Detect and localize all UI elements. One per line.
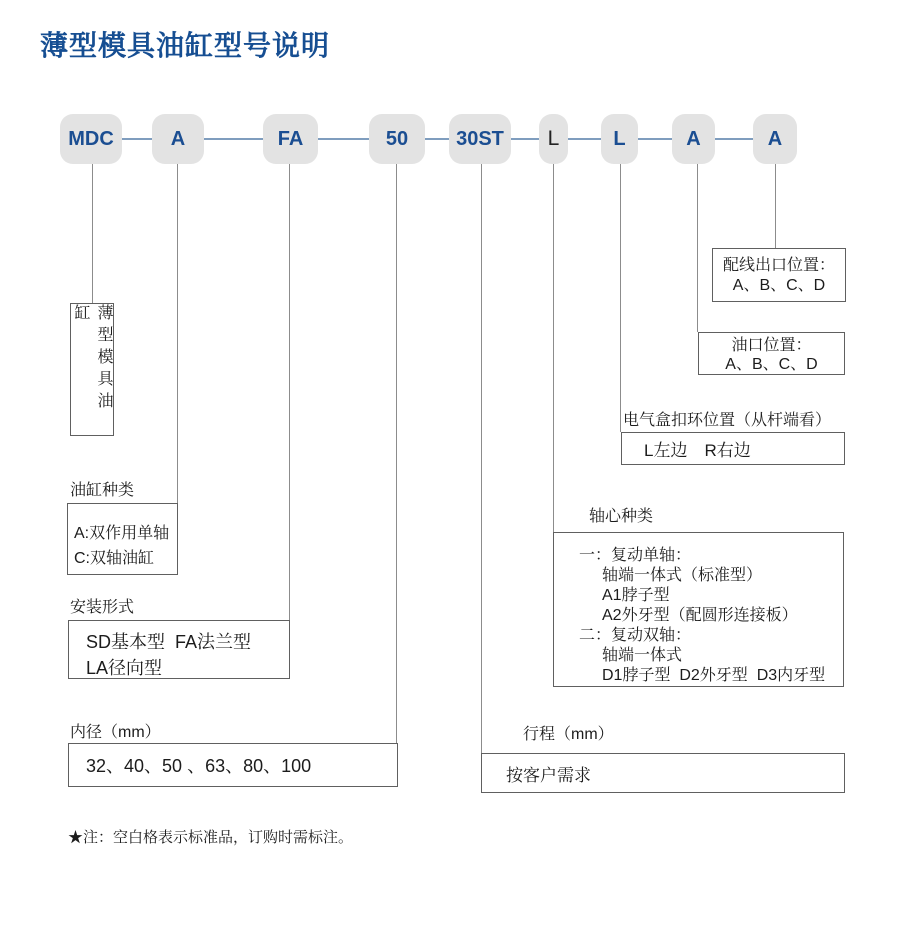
leader-line-ebox [620,164,621,432]
bore-label: 内径（mm） [70,724,161,741]
leader-line-mounting [289,164,290,620]
code-segment-wiring: A [753,114,797,164]
shaft-type-option: 二：复动双轴： [579,627,692,644]
mounting-box [68,620,290,679]
cylinder-type-label: 油缸种类 [70,482,135,499]
connector-line [318,138,369,140]
wiring-outlet-position-options: A、B、C、D [732,277,826,294]
shaft-type-box [553,532,844,687]
leader-line-bore [396,164,397,743]
footnote: ★注：空白格表示标准品，订购时需标注。 [68,829,354,846]
ebox-position-options: L左边 R右边 [644,441,751,460]
product-name-box [70,303,114,436]
shaft-type-option: D1脖子型 D2外牙型 D3内牙型 [602,667,826,684]
connector-line [511,138,539,140]
leader-line-stroke [481,164,482,753]
shaft-type-option: 一：复动单轴： [579,547,692,564]
product-name-text: 薄型模具油缸 [72,304,112,414]
code-segment-shaft: L [539,114,568,164]
shaft-type-option: 轴端一体式（标准型） [602,567,763,584]
bore-values: 32、40、50 、63、80、100 [86,756,312,776]
code-segment-port: A [672,114,715,164]
leader-line-shaft [553,164,554,532]
cylinder-type-option: A:双作用单轴 [74,525,170,542]
ebox-position-box [621,432,845,465]
page-title: 薄型模具油缸型号说明 [40,30,331,61]
oil-port-position-options: A、B、C、D [725,356,818,373]
stroke-label: 行程（mm） [523,726,614,743]
connector-line [715,138,753,140]
connector-line [568,138,601,140]
code-segment-type: A [152,114,204,164]
leader-line-product [92,164,93,303]
leader-line-cylinder-type [177,164,178,503]
leader-line-oil-port [697,164,698,332]
stroke-box [481,753,845,793]
code-segment-mount: FA [263,114,318,164]
code-segment-ebox: L [601,114,638,164]
shaft-type-option: 轴端一体式 [602,647,683,664]
code-segment-mdc: MDC [60,114,122,164]
shaft-type-label: 轴心种类 [589,508,654,525]
leader-line-wiring [775,164,776,248]
mounting-label: 安装形式 [70,599,135,616]
mounting-option: SD基本型 FA法兰型 [86,632,252,652]
ebox-position-label: 电气盒扣环位置（从杆端看） [623,412,832,429]
wiring-outlet-position-title: 配线出口位置： [722,257,835,274]
wiring-outlet-position-box [712,248,846,302]
cylinder-type-option: C:双轴油缸 [74,550,155,567]
cylinder-type-box [67,503,178,575]
code-segment-stroke: 30ST [449,114,511,164]
connector-line [122,138,152,140]
bore-box [68,743,398,787]
shaft-type-option: A1脖子型 [602,587,670,604]
stroke-value: 按客户需求 [506,765,591,785]
mounting-option: LA径向型 [86,658,163,678]
code-segment-bore: 50 [369,114,425,164]
connector-line [638,138,672,140]
shaft-type-option: A2外牙型（配圆形连接板） [602,607,798,624]
oil-port-position-title: 油口位置： [731,337,812,354]
connector-line [204,138,263,140]
oil-port-position-box [698,332,845,375]
connector-line [425,138,449,140]
